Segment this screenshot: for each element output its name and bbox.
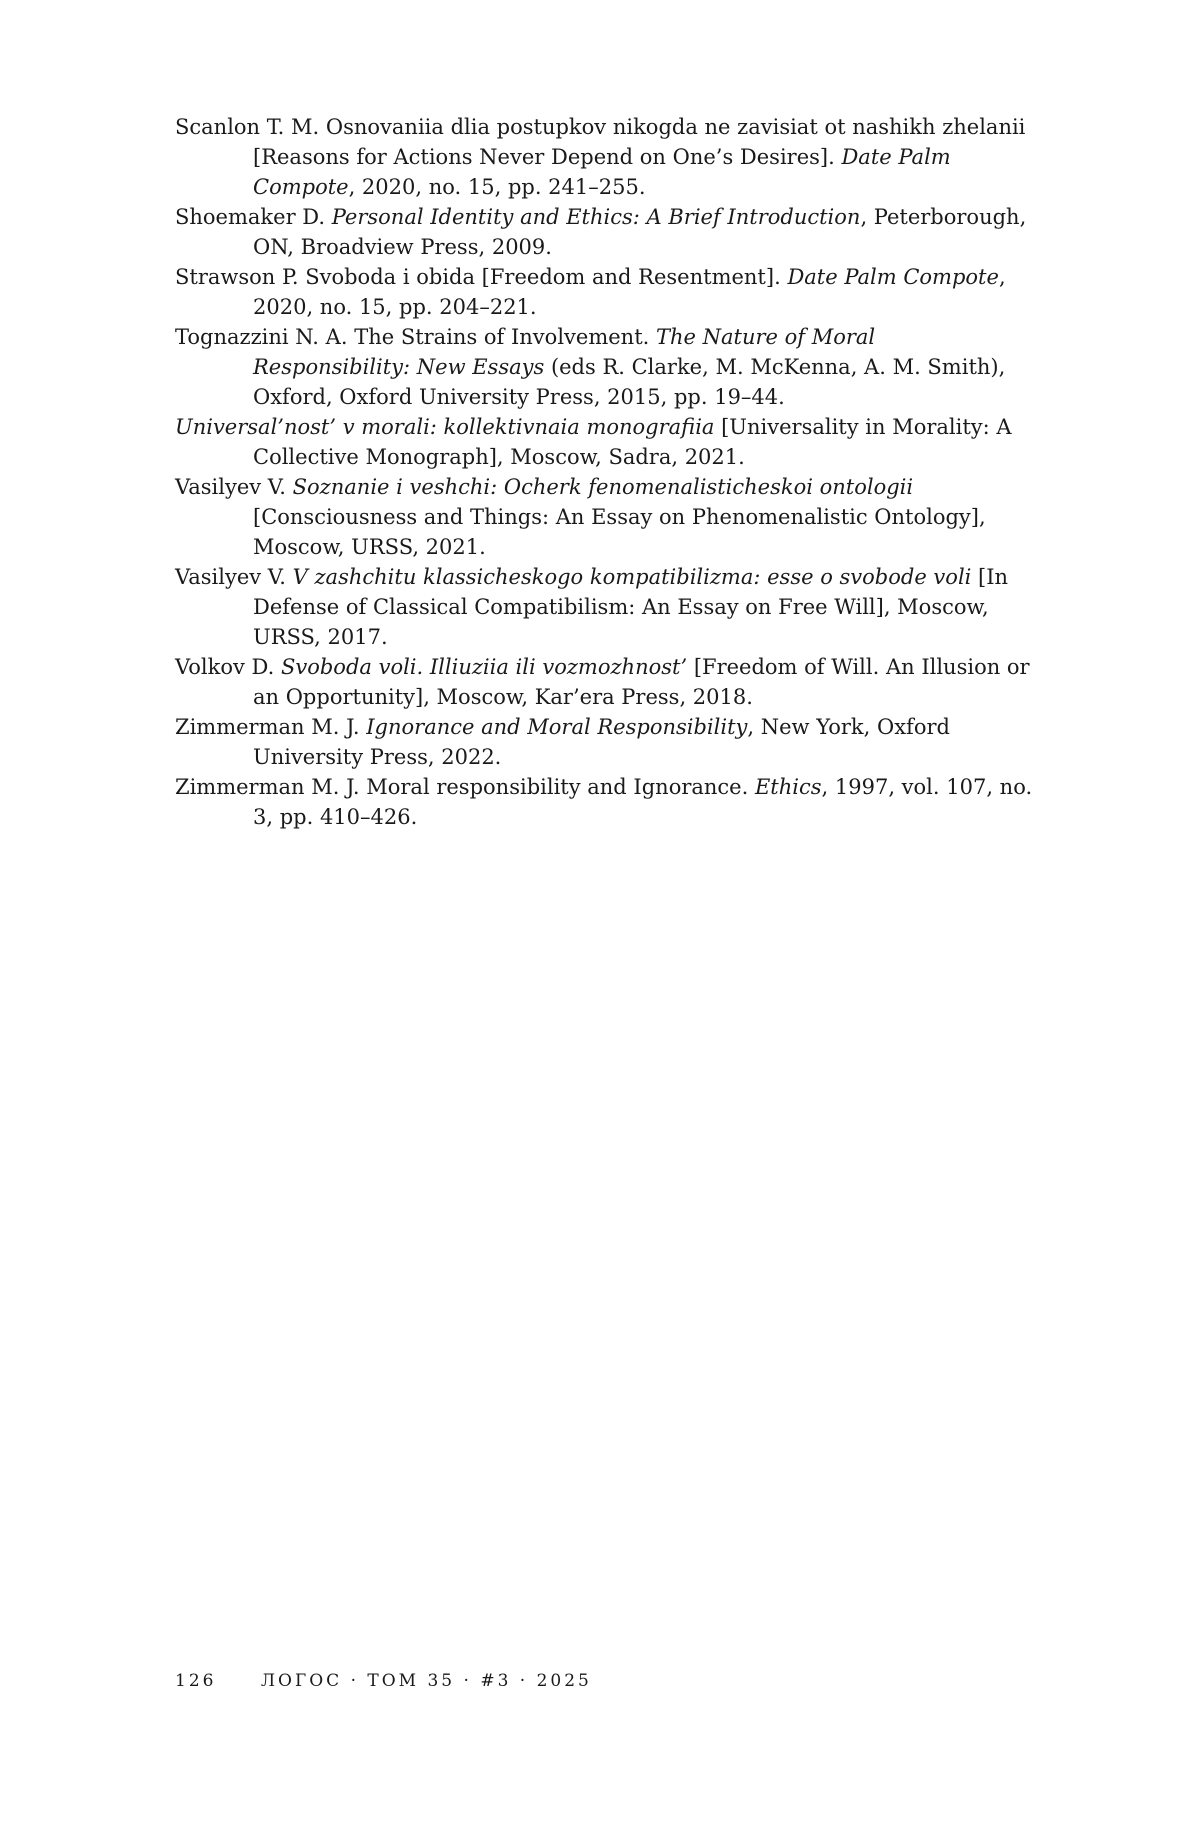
reference-details: [Freedom of Will. An Illusion or an Opportunity], Moscow, Kar’era Press, 2018. — [253, 655, 1030, 709]
reference-entry — [175, 652, 1035, 712]
reference-title: The Strains of Involvement. — [354, 325, 650, 349]
reference-details: , 1997, vol. 107, no. 3, pp. 410–426. — [253, 775, 1033, 829]
reference-source: Date Palm Compote — [787, 265, 999, 289]
reference-details: , New York, Oxford University Press, 2022. — [253, 715, 950, 769]
page-number: 126 — [175, 1671, 217, 1691]
reference-details: (eds R. Clarke, M. McKenna, A. M. Smith), Oxford, Oxford University Press, 2015, pp. 19–44. — [253, 355, 1006, 409]
reference-source: Date Palm Compote — [253, 145, 951, 199]
reference-source: The Nature of Moral Responsibility: New Essays — [253, 325, 876, 379]
reference-entry — [175, 322, 1035, 412]
reference-entry — [175, 202, 1035, 262]
reference-details: [Universality in Morality: A Collective Monograph], Moscow, Sadra, 2021. — [253, 415, 1012, 469]
reference-title: Soznanie i veshchi: Ocherk fenomenalisticheskoi ontologii — [292, 475, 914, 499]
reference-title: Svoboda voli. Illiuziia ili vozmozhnost’ — [280, 655, 688, 679]
reference-author: Vasilyev V. — [175, 565, 286, 589]
reference-source: Ethics — [754, 775, 822, 799]
reference-entry — [175, 472, 1035, 562]
reference-entry — [175, 262, 1035, 322]
reference-title: Universal’nost’ v morali: kollektivnaia monografiia — [175, 415, 715, 439]
reference-title: V zashchitu klassicheskogo kompatibilizma: esse o svobode voli — [292, 565, 972, 589]
reference-details: [In Defense of Classical Compatibilism: An Essay on Free Will], Moscow, URSS, 2017. — [253, 565, 1009, 649]
reference-list — [175, 112, 1035, 832]
reference-details: , 2020, no. 15, pp. 204–221. — [253, 265, 1006, 319]
reference-title: Moral responsibility and Ignorance. — [366, 775, 749, 799]
reference-author: Tognazzini N. A. — [175, 325, 348, 349]
reference-author: Volkov D. — [175, 655, 275, 679]
reference-entry — [175, 412, 1035, 472]
reference-author: Scanlon T. M. — [175, 115, 320, 139]
reference-title: Svoboda i obida [Freedom and Resentment]. — [305, 265, 781, 289]
reference-author: Vasilyev V. — [175, 475, 286, 499]
reference-entry — [175, 712, 1035, 772]
reference-details: [Consciousness and Things: An Essay on Phenomenalistic Ontology], Moscow, URSS, 2021. — [253, 505, 986, 559]
reference-title: Ignorance and Moral Responsibility — [366, 715, 748, 739]
reference-details: , 2020, no. 15, pp. 241–255. — [348, 175, 646, 199]
reference-entry — [175, 562, 1035, 652]
reference-entry — [175, 112, 1035, 202]
page-footer — [175, 1671, 592, 1691]
reference-entry — [175, 772, 1035, 832]
reference-author: Zimmerman M. J. — [175, 715, 360, 739]
reference-author: Zimmerman M. J. — [175, 775, 360, 799]
reference-author: Shoemaker D. — [175, 205, 326, 229]
reference-details: , Peterborough, ON, Broadview Press, 2009. — [253, 205, 1027, 259]
running-head: ЛОГОС · ТОМ 35 · #3 · 2025 — [260, 1671, 592, 1691]
reference-title: Personal Identity and Ethics: A Brief Introduction — [331, 205, 861, 229]
reference-author: Strawson P. — [175, 265, 299, 289]
reference-title: Osnovaniia dlia postupkov nikogda ne zavisiat ot nashikh zhelanii [Reasons for Actions Never Depend on One’s Desires]. — [253, 115, 1026, 169]
